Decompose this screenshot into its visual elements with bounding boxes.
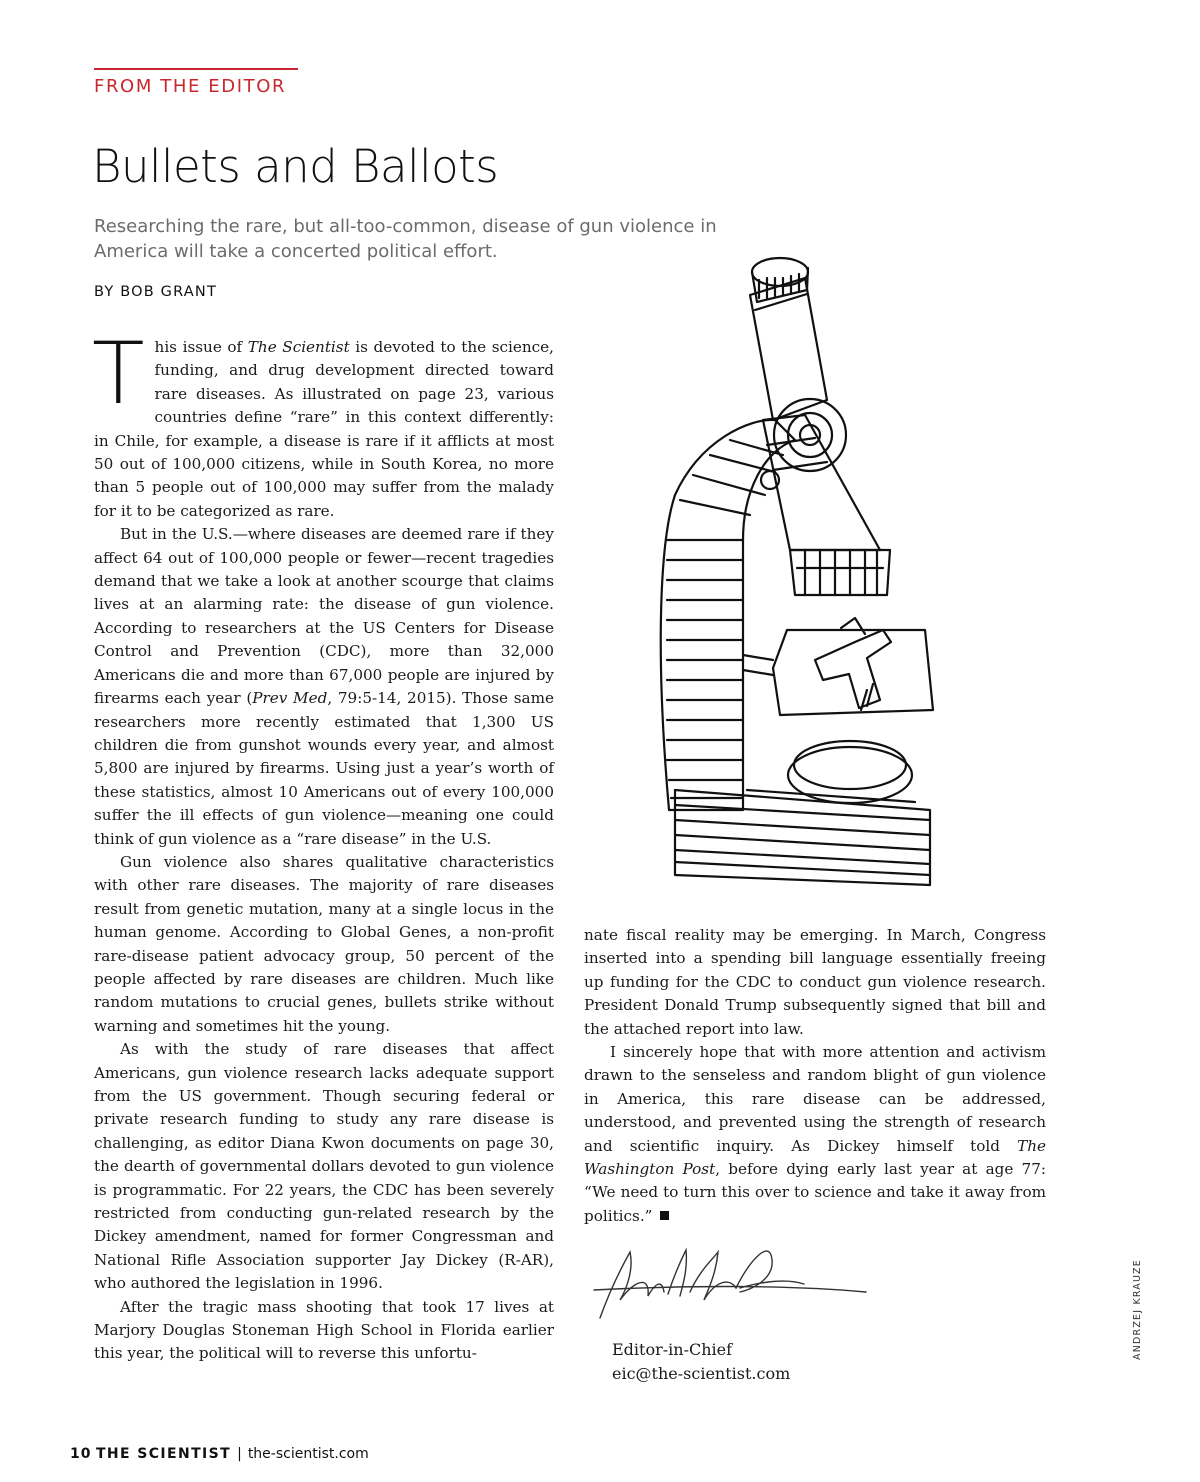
dek: Researching the rare, but all-too-common, disease of gun violence in America will take a concerted political effort.: [94, 216, 717, 262]
paragraph: After the tragic mass shooting that took 17 lives at Marjory Douglas Stoneman High School in Florida earlier this year, the political will to reverse this unfortu-: [94, 1297, 554, 1363]
section-label: FROM THE EDITOR: [94, 76, 287, 97]
paragraph: But in the U.S.—where diseases are deemed rare if they affect 64 out of 100,000 people or fewer—recent tragedies demand that we take a look at another scourge that claims lives at an alarming rate: the disease of gun violence. According to researchers at the US Centers for Disease Control and Prevention (CDC), more than 32,000 Americans die and more than 67,000 people are injured by firearms each year (Prev Med, 79:5-14, 2015). Those same researchers more recently estimated that 1,300 US children die from gunshot wounds every year, and almost 5,800 are injured by firearms. Using just a year’s worth of these statistics, almost 10 Americans out of every 100,000 suffer the ill effects of gun violence—meaning one could think of gun violence as a “rare disease” in the U.S.: [94, 525, 554, 848]
publication-title: The Washington Post: [584, 1136, 1046, 1179]
publication-title: The Scientist: [247, 338, 350, 356]
illustration-credit: ANDRZEJ KRAUZE: [1132, 1259, 1143, 1360]
footer-line: [70, 1446, 369, 1462]
paragraph: I sincerely hope that with more attention and activism drawn to the senseless and random blight of gun violence in America, this rare disease can be addressed, understood, and prevented using the strength of research and scientific inquiry. As Dickey himself told The Washington Post, before dying early last year at age 77: “We need to turn this over to science and take it away from politics.”: [584, 1043, 1046, 1225]
drop-cap: T: [92, 324, 145, 424]
signature-icon: [590, 1230, 870, 1326]
byline: BY BOB GRANT: [94, 284, 218, 300]
journal-citation: Prev Med: [252, 689, 328, 708]
paragraph: As with the study of rare diseases that affect Americans, gun violence research lacks adequate support from the US government. Though securing federal or private research funding to study any rare disease is challenging, as editor Diana Kwon documents on page 30, the dearth of governmental dollars devoted to gun violence is programmatic. For 22 years, the CDC has been severely restricted from conducting gun-related research by the Dickey amendment, named for former Congressman and National Rifle Association supporter Jay Dickey (R-AR), who authored the legislation in 1996.: [94, 1040, 554, 1293]
page-number: 10: [70, 1446, 92, 1462]
article-column-right: [584, 924, 1046, 1228]
footer-separator: |: [237, 1446, 242, 1462]
publication-url[interactable]: the-scientist.com: [247, 1446, 369, 1462]
publication-name: THE SCIENTIST: [95, 1446, 232, 1462]
microscope-with-handgun-illustration: [655, 250, 945, 890]
end-mark-icon: [660, 1211, 669, 1220]
article-column-left: [92, 324, 554, 1366]
paragraph: This issue of The Scientist is devoted to the science, funding, and drug development directed toward rare diseases. As illustrated on page 23, various countries define “rare” in this context differently: in Chile, for example, a disease is rare if it afflicts at most 50 out of 100,000 citizens, while in South Korea, no more than 5 people out of 100,000 may suffer from the malady for it to be categorized as rare.: [92, 324, 554, 520]
headline: Bullets and Ballots: [92, 140, 499, 193]
signoff-email[interactable]: eic@the-scientist.com: [612, 1364, 791, 1383]
section-rule: [94, 68, 298, 70]
signoff-title: Editor-in-Chief: [612, 1340, 733, 1359]
paragraph: nate fiscal reality may be emerging. In March, Congress inserted into a spending bill language essentially freeing up funding for the CDC to conduct gun violence research. President Donald Trump subsequently signed that bill and the attached report into law.: [584, 926, 1046, 1038]
paragraph: Gun violence also shares qualitative characteristics with other rare diseases. The majority of rare diseases result from genetic mutation, many at a single locus in the human genome. According to Global Genes, a non-profit rare-disease patient advocacy group, 50 percent of the people affected by rare diseases are children. Much like random mutations to crucial genes, bullets strike without warning and sometimes hit the young.: [94, 852, 554, 1035]
